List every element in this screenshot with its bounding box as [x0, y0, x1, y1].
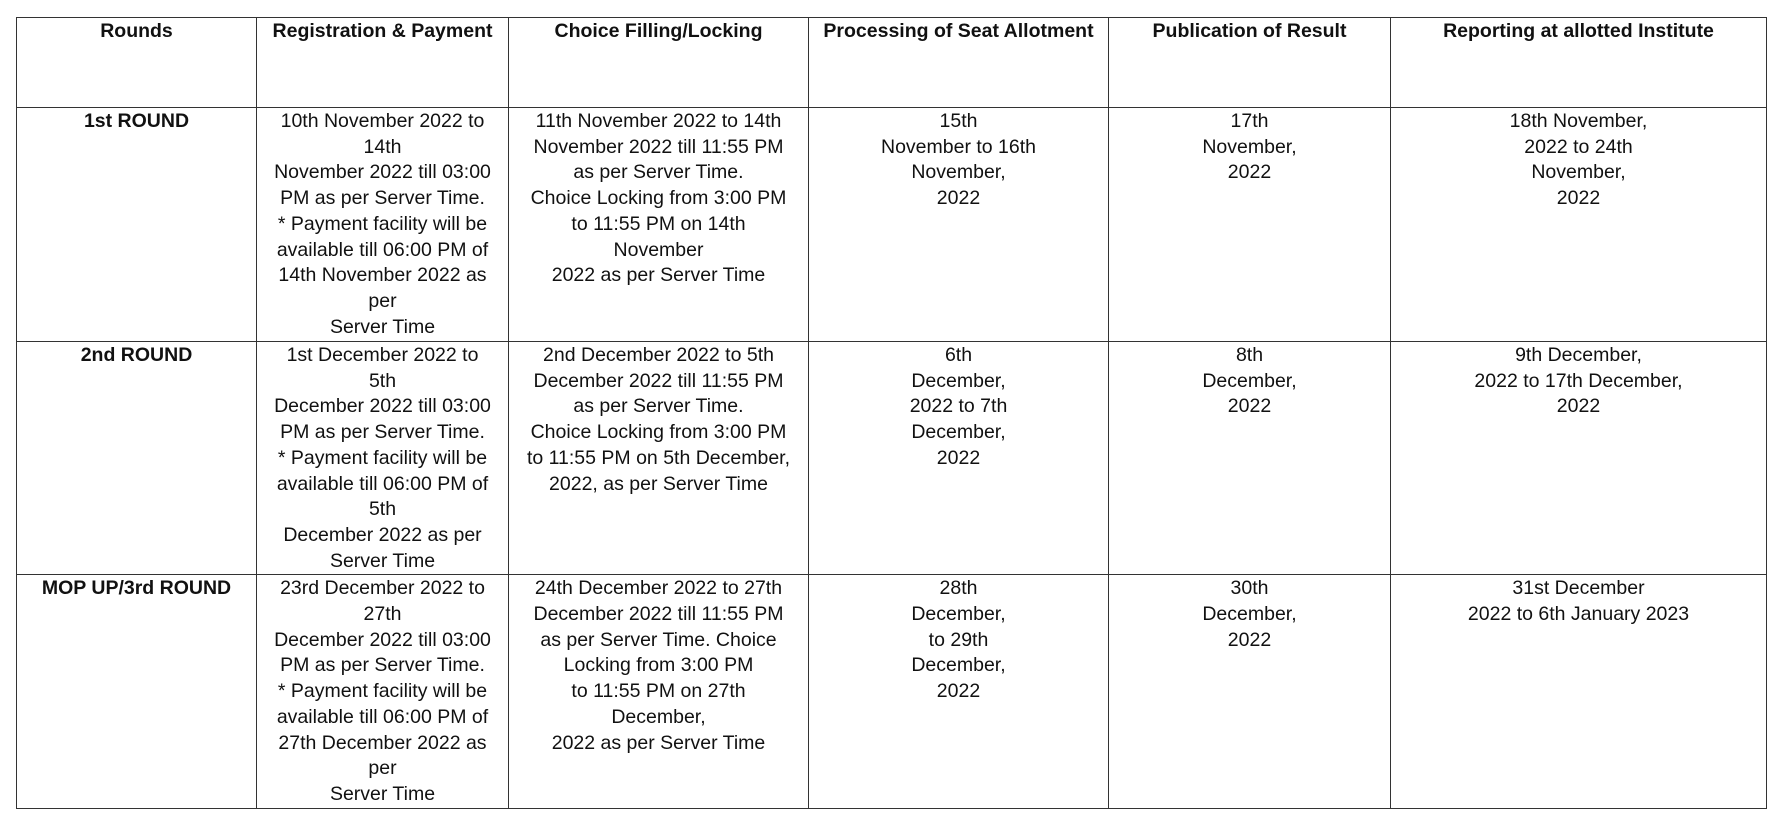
cell-line: available till 06:00 PM of [276, 472, 489, 495]
header-reporting-institute: Reporting at allotted Institute [1391, 18, 1767, 108]
cell-line: November, [911, 161, 1006, 184]
cell-line: 2022 [936, 680, 981, 703]
processing-cell [809, 108, 1109, 342]
cell-line: as per Server Time. Choice [540, 628, 777, 651]
cell-line: PM as per Server Time. [280, 421, 485, 444]
cell-line: 2022 [936, 187, 981, 210]
result-cell [1109, 342, 1391, 575]
cell-line: available till 06:00 PM of [276, 705, 489, 728]
header-choice-filling-locking: Choice Filling/Locking [509, 18, 809, 108]
table-row [17, 342, 1767, 575]
cell-line: December 2022 till 03:00 [274, 395, 491, 418]
processing-cell [809, 342, 1109, 575]
cell-line: December 2022 till 11:55 PM [533, 369, 784, 392]
cell-line: to 11:55 PM on 27th [571, 680, 746, 703]
cell-line: 15th [939, 110, 978, 132]
cell-line: 2022 to 17th December, [1474, 369, 1683, 392]
processing-cell [809, 575, 1109, 809]
cell-line: 6th [944, 344, 973, 366]
cell-line: November 2022 till 03:00 [274, 161, 491, 184]
cell-line: 2022 [1227, 161, 1272, 184]
cell-line: Server Time [329, 782, 436, 805]
cell-line: to 11:55 PM on 14th [571, 212, 746, 235]
cell-line: 8th [1235, 344, 1264, 366]
cell-line: December, [1202, 603, 1297, 626]
reporting-cell [1391, 108, 1767, 342]
cell-line: 27th [363, 603, 402, 626]
cell-line: December, [1202, 369, 1297, 392]
cell-line: 2022 to 7th [909, 395, 1008, 418]
cell-line: PM as per Server Time. [280, 187, 485, 210]
round-name: 2nd ROUND [17, 342, 257, 575]
schedule-wrapper [16, 17, 1767, 809]
cell-line: December, [911, 654, 1006, 677]
counselling-schedule-table [16, 17, 1767, 809]
table-row [17, 108, 1767, 342]
cell-line: 11th November 2022 to 14th [535, 110, 782, 132]
registration-cell [257, 575, 509, 809]
cell-line: December, [611, 705, 706, 728]
cell-line: December 2022 till 11:55 PM [533, 603, 784, 626]
reporting-cell [1391, 575, 1767, 809]
cell-line: November to 16th [880, 135, 1036, 158]
header-row [17, 18, 1767, 108]
round-name: MOP UP/3rd ROUND [17, 575, 257, 809]
cell-line: Choice Locking from 3:00 PM [530, 421, 787, 444]
header-registration-payment: Registration & Payment [257, 18, 509, 108]
cell-line: to 29th [928, 628, 989, 651]
cell-line: PM as per Server Time. [280, 654, 485, 677]
cell-line: Locking from 3:00 PM [563, 654, 754, 677]
cell-line: Server Time [329, 315, 436, 338]
cell-line: 1st December 2022 to [286, 344, 479, 366]
cell-line: November [613, 238, 704, 261]
header-publication-of-result: Publication of Result [1109, 18, 1391, 108]
result-cell [1109, 575, 1391, 809]
registration-cell [257, 342, 509, 575]
cell-line: 2022 [1556, 395, 1601, 418]
cell-line: 2nd December 2022 to 5th [543, 344, 774, 366]
cell-line: to 11:55 PM on 5th December, [526, 446, 791, 469]
cell-line: December, [911, 369, 1006, 392]
cell-line: 14th November 2022 as [278, 264, 487, 287]
result-cell [1109, 108, 1391, 342]
cell-line: November, [1531, 161, 1626, 184]
cell-line: * Payment facility will be [277, 446, 488, 469]
choice-cell [509, 342, 809, 575]
cell-line: 2022, as per Server Time [549, 472, 768, 495]
cell-line: 2022 [936, 446, 981, 469]
choice-cell [509, 108, 809, 342]
cell-line: 2022 as per Server Time [551, 264, 766, 287]
cell-line: available till 06:00 PM of [276, 238, 489, 261]
cell-line: * Payment facility will be [277, 212, 488, 235]
cell-line: 9th December, [1515, 344, 1642, 366]
cell-line: as per Server Time. [573, 161, 744, 184]
cell-line: 5th [368, 498, 397, 521]
cell-line: 23rd December 2022 to [280, 577, 485, 600]
cell-line: 28th [939, 577, 978, 600]
cell-line: 18th November, [1509, 110, 1648, 132]
cell-line: December, [911, 421, 1006, 444]
round-name: 1st ROUND [17, 108, 257, 342]
cell-line: 17th [1230, 110, 1269, 132]
cell-line: 2022 [1556, 187, 1601, 210]
cell-line: 5th [368, 369, 397, 392]
cell-line: 27th December 2022 as [278, 731, 487, 754]
cell-line: 2022 as per Server Time [551, 731, 766, 754]
cell-line: 2022 to 24th [1524, 135, 1633, 158]
cell-line: 14th [363, 135, 402, 158]
header-rounds: Rounds [17, 18, 257, 108]
registration-cell [257, 108, 509, 342]
cell-line: 2022 [1227, 395, 1272, 418]
cell-line: 24th December 2022 to 27th [534, 577, 783, 600]
cell-line: 31st December [1512, 577, 1645, 600]
table-row [17, 575, 1767, 809]
cell-line: per [368, 757, 397, 780]
cell-line: November, [1202, 135, 1297, 158]
cell-line: December, [911, 603, 1006, 626]
header-processing-seat-allotment: Processing of Seat Allotment [809, 18, 1109, 108]
cell-line: Server Time [329, 549, 436, 572]
cell-line: December 2022 till 03:00 [274, 628, 491, 651]
choice-cell [509, 575, 809, 809]
cell-line: 10th November 2022 to [280, 110, 485, 132]
cell-line: November 2022 till 11:55 PM [533, 135, 784, 158]
cell-line: Choice Locking from 3:00 PM [530, 187, 787, 210]
reporting-cell [1391, 342, 1767, 575]
cell-line: as per Server Time. [573, 395, 744, 418]
cell-line: 2022 to 6th January 2023 [1467, 603, 1690, 626]
cell-line: 2022 [1227, 628, 1272, 651]
cell-line: * Payment facility will be [277, 680, 488, 703]
cell-line: per [368, 289, 397, 312]
cell-line: December 2022 as per [283, 523, 482, 546]
cell-line: 30th [1230, 577, 1269, 600]
